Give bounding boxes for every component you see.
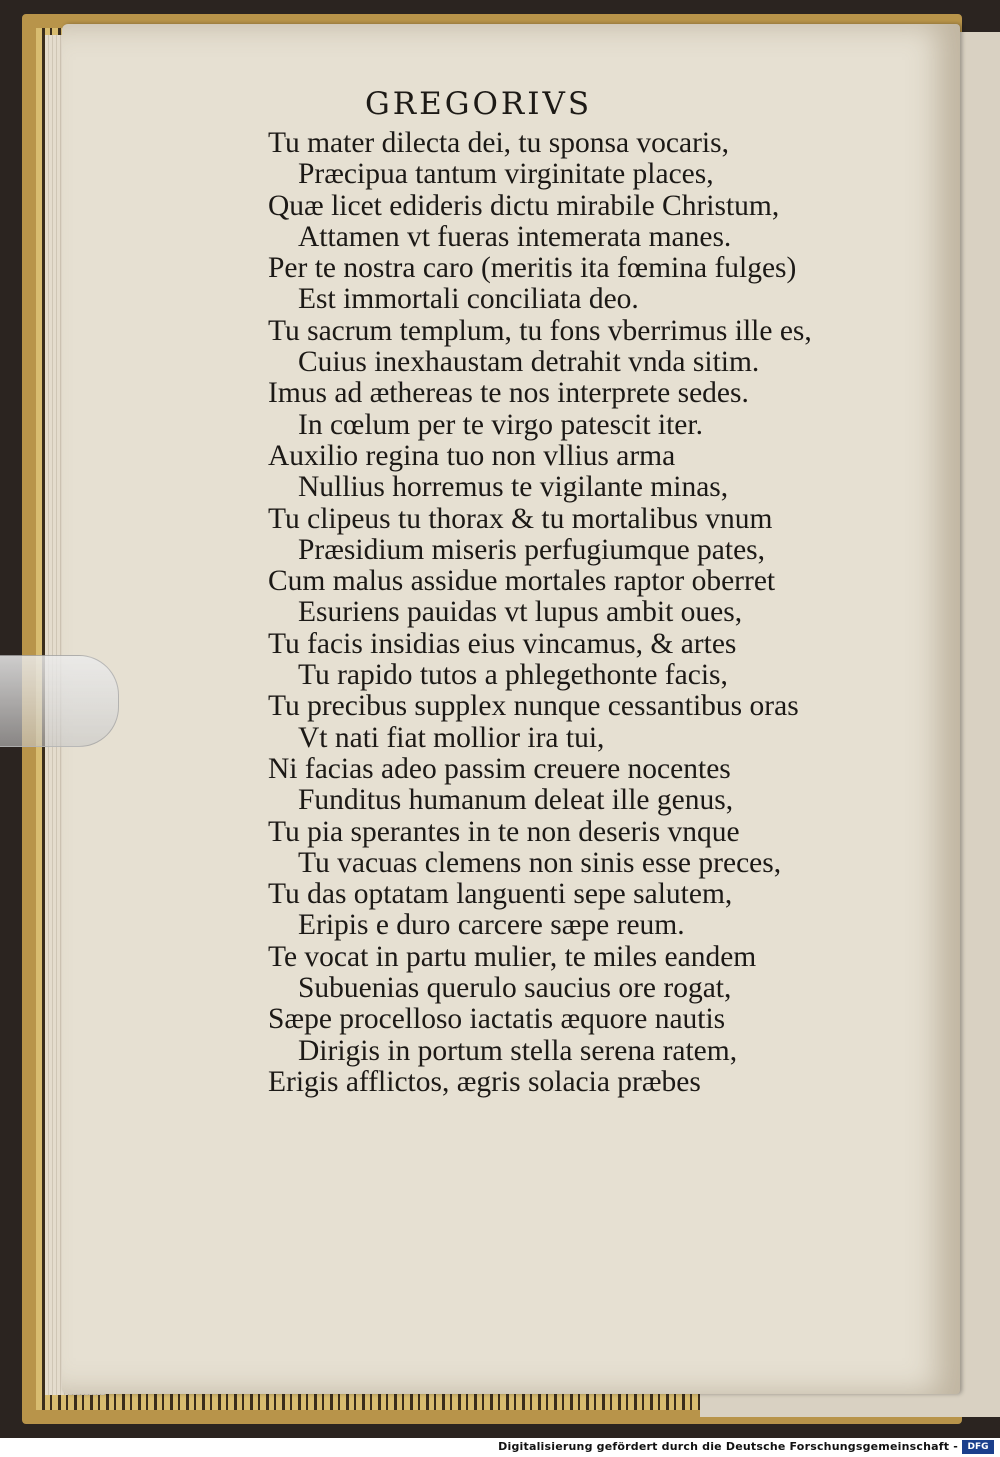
verse-line: Tu precibus supplex nunque cessantibus oras (268, 690, 799, 723)
verse-line: Sæpe procelloso iactatis æquore nautis (268, 1003, 726, 1036)
verse-line: Cuius inexhaustam detrahit vnda sitim. (298, 346, 760, 379)
verse-line: Ni facias adeo passim creuere nocentes (268, 752, 731, 785)
verse-line: Præsidium miseris perfugiumque pates, (298, 533, 766, 566)
verse-line: Esuriens pauidas vt lupus ambit oues, (298, 596, 743, 629)
verse-line: Quæ licet edideris dictu mirabile Christum, (268, 189, 780, 222)
running-title: GREGORIVS (365, 86, 593, 122)
verse-line: Attamen vt fueras intemerata manes. (298, 220, 732, 253)
verse-line: Eripis e duro carcere sæpe reum. (298, 909, 685, 942)
verse-line: Auxilio regina tuo non vllius arma (268, 439, 676, 472)
dfg-logo: DFG (962, 1440, 994, 1454)
verse-line: In cœlum per te virgo patescit iter. (298, 408, 703, 441)
verse-line: Tu rapido tutos a phlegethonte facis, (298, 659, 728, 692)
page-clip (0, 655, 119, 747)
verse-line: Tu facis insidias eius vincamus, & artes (268, 627, 737, 660)
verse-line: Tu pia sperantes in te non deseris vnque (268, 815, 740, 848)
verse-line: Tu clipeus tu thorax & tu mortalibus vnum (268, 502, 773, 535)
verse-line: Cum malus assidue mortales raptor oberret (268, 565, 776, 598)
footer-bar (0, 1438, 1000, 1457)
poem-text (268, 128, 828, 1098)
verse-line: Tu vacuas clemens non sinis esse preces, (298, 846, 782, 879)
verse-line: Nullius horremus te vigilante minas, (298, 471, 729, 504)
verse-line: Dirigis in portum stella serena ratem, (298, 1034, 738, 1067)
verse-line: Erigis afflictos, ægris solacia præbes (268, 1065, 701, 1098)
verse-line: Subuenias querulo saucius ore rogat, (298, 972, 732, 1005)
verse-line: Præcipua tantum virginitate places, (298, 158, 714, 191)
verse-line: Te vocat in partu mulier, te miles eandem (268, 940, 757, 973)
verse-line: Per te nostra caro (meritis ita fœmina fulges) (268, 252, 797, 285)
verse-line: Est immortali conciliata deo. (298, 283, 639, 316)
verse-line: Funditus humanum deleat ille genus, (298, 784, 734, 817)
verse-line: Vt nati fiat mollior ira tui, (298, 721, 605, 754)
verse-line: Tu sacrum templum, tu fons vberrimus ille es, (268, 314, 812, 347)
verse-line: Imus ad æthereas te nos interprete sedes. (268, 377, 749, 410)
funding-credit: Digitalisierung gefördert durch die Deutsche Forschungsgemeinschaft - (498, 1440, 958, 1453)
verse-line: Tu das optatam languenti sepe salutem, (268, 878, 733, 911)
verse-line: Tu mater dilecta dei, tu sponsa vocaris, (268, 127, 729, 159)
